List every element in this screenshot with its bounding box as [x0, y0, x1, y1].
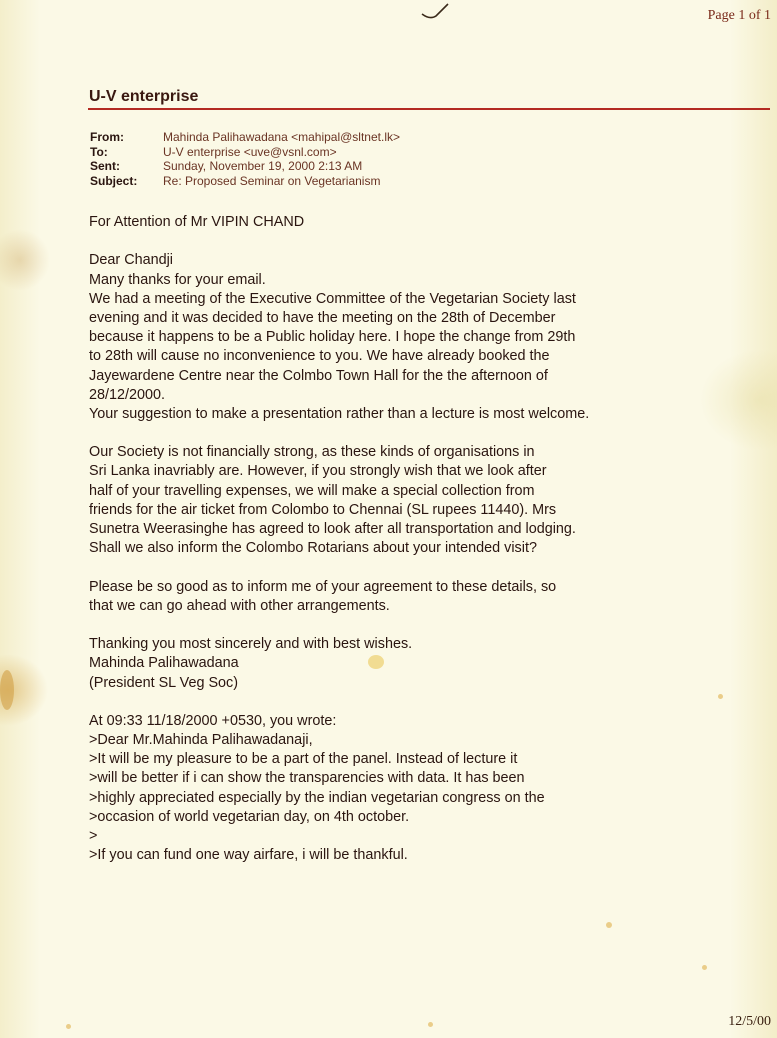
body-line: 28/12/2000. — [89, 386, 166, 403]
email-headers — [90, 130, 400, 188]
company-name: U-V enterprise — [89, 88, 199, 105]
page-number: Page 1 of 1 — [707, 8, 771, 23]
body-line: >If you can fund one way airfare, i will be thankful. — [89, 847, 408, 864]
header-to — [90, 145, 400, 160]
body-line: For Attention of Mr VIPIN CHAND — [89, 214, 305, 230]
body-line: >occasion of world vegetarian day, on 4th october. — [89, 808, 410, 825]
body-line: Jayewardene Centre near the Colmbo Town Hall for the the afternoon of — [89, 367, 548, 384]
body-line: Sunetra Weerasinghe has agreed to look after all transportation and lodging. — [89, 521, 576, 537]
header-value: Re: Proposed Seminar on Vegetarianism — [163, 173, 381, 188]
body-line: Our Society is not financially strong, as these kinds of organisations in — [89, 444, 535, 461]
stain-mark — [606, 922, 612, 928]
header-value: Sunday, November 19, 2000 2:13 AM — [163, 159, 363, 173]
body-line: Thanking you most sincerely and with best wishes. — [89, 636, 413, 653]
pen-mark-icon — [420, 0, 450, 22]
body-line: Your suggestion to make a presentation rather than a lecture is most welcome. — [89, 405, 590, 422]
footer-date: 12/5/00 — [728, 1014, 771, 1029]
body-line: >Dear Mr.Mahinda Palihawadanaji, — [89, 732, 313, 749]
email-body — [89, 213, 769, 865]
body-line: to 28th will cause no inconvenience to you. We have already booked the — [89, 348, 550, 365]
body-line: (President SL Veg Soc) — [89, 674, 239, 691]
paragraph-gap — [89, 616, 769, 635]
header-value: Mahinda Palihawadana <mahipal@sltnet.lk> — [163, 130, 400, 144]
paragraph-gap — [89, 424, 769, 443]
body-line: >will be better if i can show the transparencies with data. It has been — [89, 770, 525, 787]
body-line: Sri Lanka inavriably are. However, if you strongly wish that we look after — [89, 463, 547, 480]
body-line: Please be so good as to inform me of your agreement to these details, so — [89, 578, 557, 595]
body-line: Mahinda Palihawadana — [89, 655, 239, 672]
header-label: From: — [90, 130, 124, 144]
body-line: Shall we also inform the Colombo Rotarians about your intended visit? — [89, 540, 537, 557]
paragraph-gap — [89, 558, 769, 577]
body-line: At 09:33 11/18/2000 +0530, you wrote: — [89, 712, 337, 729]
body-line: >It will be my pleasure to be a part of the panel. Instead of lecture it — [89, 751, 518, 768]
stain-mark — [702, 965, 707, 970]
stain-mark — [718, 694, 723, 699]
paragraph-gap — [89, 232, 769, 251]
body-line: because it happens to be a Public holiday here. I hope the change from 29th — [89, 329, 576, 346]
header-divider — [88, 108, 770, 110]
paragraph-gap — [89, 693, 769, 712]
stain-mark — [368, 655, 384, 669]
body-line: Dear Chandji — [89, 252, 173, 269]
header-subject — [90, 174, 400, 189]
body-line: We had a meeting of the Executive Committee of the Vegetarian Society last — [89, 290, 576, 307]
body-line: >highly appreciated especially by the indian vegetarian congress on the — [89, 789, 545, 806]
body-line: that we can go ahead with other arrangements. — [89, 597, 390, 614]
header-label: Subject: — [90, 173, 138, 188]
header-value: U-V enterprise <uve@vsnl.com> — [163, 144, 337, 159]
stain-mark — [0, 670, 14, 710]
body-line: friends for the air ticket from Colombo to Chennai (SL rupees 11440). Mrs — [89, 501, 557, 518]
header-from — [90, 130, 400, 145]
body-line: evening and it was decided to have the meeting on the 28th of December — [89, 309, 556, 326]
header-sent — [90, 159, 400, 174]
stain-mark — [428, 1022, 433, 1027]
body-line: > — [89, 828, 98, 844]
body-line: half of your travelling expenses, we will make a special collection from — [89, 482, 535, 499]
body-line: Many thanks for your email. — [89, 271, 266, 288]
stain-mark — [66, 1024, 71, 1029]
header-label: Sent: — [90, 159, 120, 173]
header-label: To: — [90, 144, 108, 159]
